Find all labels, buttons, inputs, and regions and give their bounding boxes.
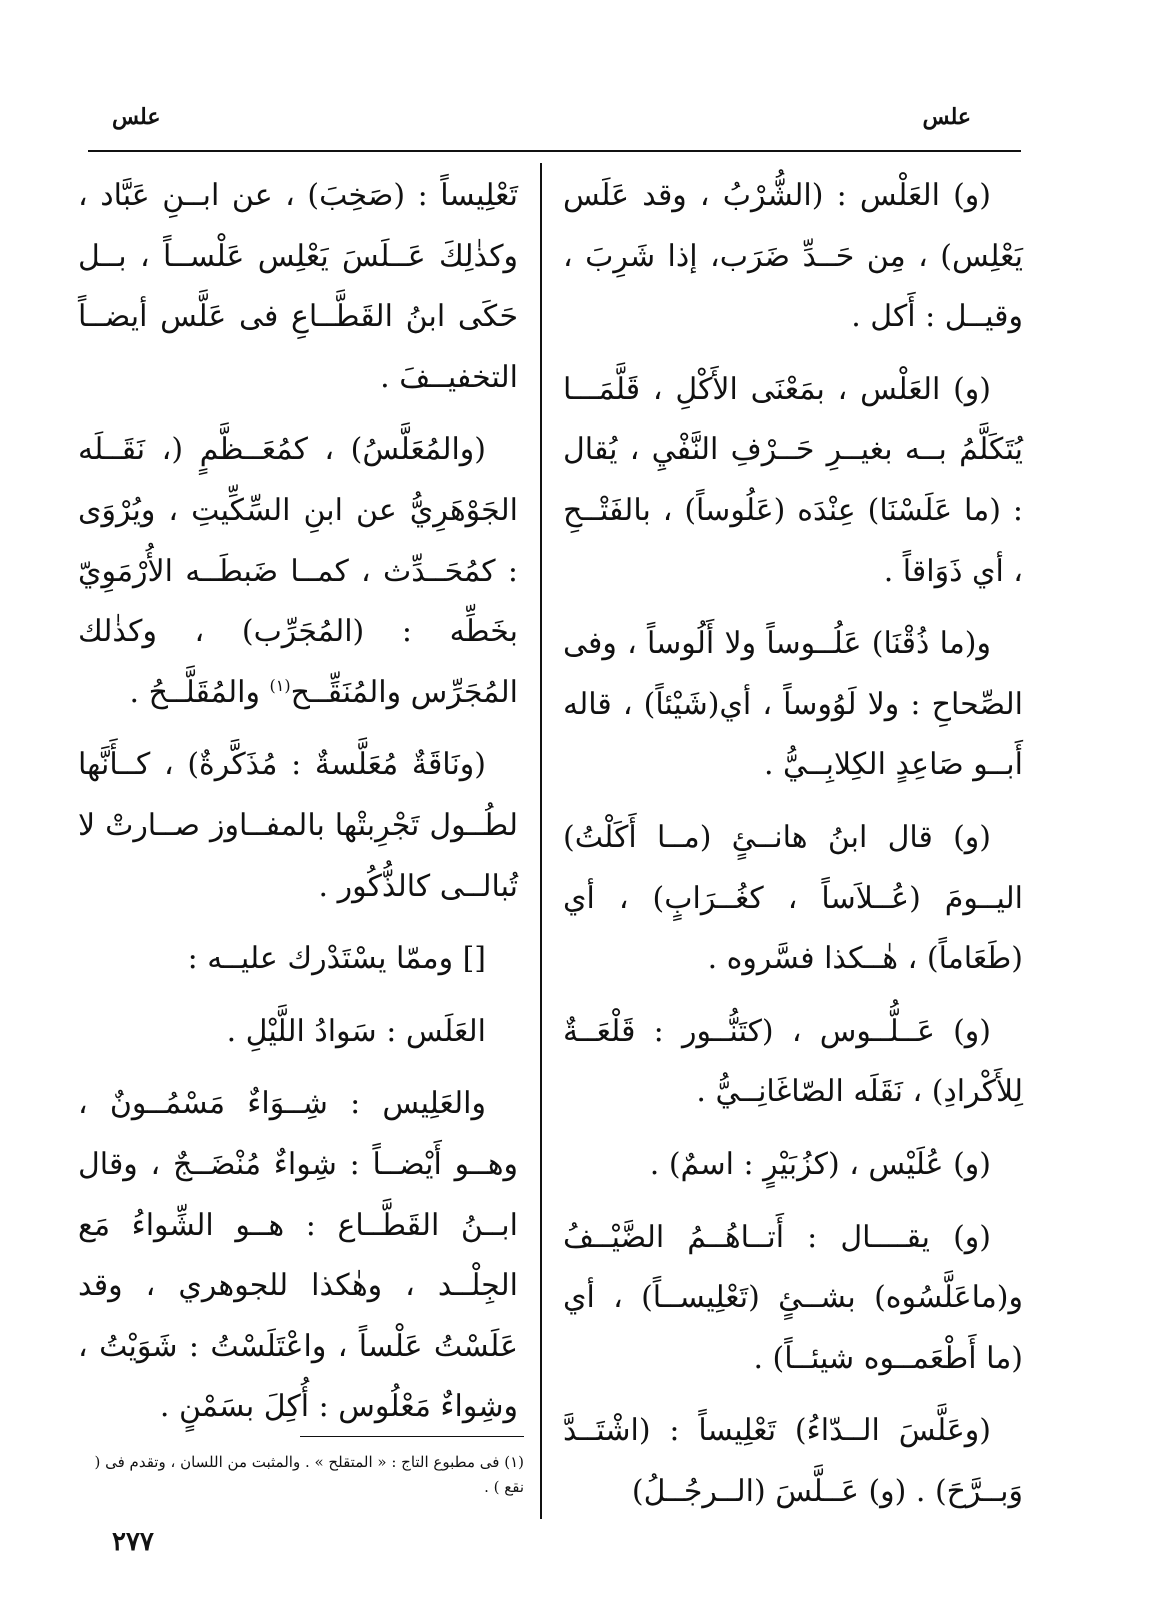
footnote-text: فى مطبوع التاج : « المتقلح » . والمثبت من اللسان ، وتقدم فى ( نقع ) . [94,1453,524,1496]
entry-paragraph: العَلَس : سَوادُ اللَّيْلِ . [226,1013,486,1049]
left-column [78,166,518,1450]
entry-paragraph: و(ما ذُقْنَا) عَلُــوساً ولا أَلُوساً ، وفى الصِّحاحِ : ولا لَوُوساً ، أي(شَيْئاً) ، قاله أَبــو صَاعِدٍ الكِلابِــيُّ . [563,626,1023,783]
entry-paragraph: (ونَاقَةٌ مُعَلَّسةٌ : مُذَكَّرةٌ) ، كــأَنَّها لطُــول تَجْرِبتْها بالمفــاوز صــارتْ لا تُبالــى كالذُّكُور . [78,747,518,904]
entry-paragraph: والعَلِيس : شِــوَاءٌ مَسْمُــونٌ ، وهــو أَيْضــاً : شِواءٌ مُنْضَــجٌ ، وقال ابــنُ القَطَّــاع : هــو الشِّواءُ مَع الجِلْــد ، وهٰكذا للجوهري ، وقد عَلَسْتُ عَلْساً ، واعْتَلَسْتُ : شَوَيْتُ ، وشِواءٌ مَعْلُوس : أُكِلَ بسَمْنٍ . [78,1086,518,1425]
entry-paragraph: (و) العَلْس ، بمَعْنَى الأَكْلِ ، قَلَّمَـــا يُتَكَلَّمُ بــه بغيــرِ حَــرْفِ النَّفْيِ ، يُقال : (ما عَلَسْنَا) عِنْدَه (عَلُوساً) ، بالفَتْــحِ ، أي ذَوَاقاً . [563,371,1023,589]
header-rule [88,150,1021,152]
footnote-rule [300,1436,524,1437]
entry-paragraph: (و) قال ابنُ هانــئٍ (مــا أَكَلْتُ) اليــومَ (عُــلاَساً ، كغُــرَابٍ) ، أي (طَعَاماً) ، هٰــكذا فسَّروه . [563,819,1023,977]
entry-paragraph: (و) عُلَيْس ، (كزُبَيْرٍ : اسمٌ) . [649,1146,991,1182]
footnote-mark: (١) [504,1453,524,1471]
entry-paragraph: (و) العَلْس : (الشُّرْبُ ، وقد عَلَس يَعْلِس) ، مِن حَــدِّ ضَرَب، إذا شَرِبَ ، وقيــل : أَكل . [563,178,1023,335]
footnote [78,1450,524,1500]
page-number: ٢٧٧ [112,1527,154,1557]
running-header-right: علس [922,104,971,130]
column-divider [540,163,542,1519]
entry-paragraph: (والمُعَلَّسُ) ، كمُعَــظَّمٍ (، نَقَــلَه الجَوْهَرِيُّ عن ابنِ السِّكِّيتِ ، ويُرْوَى : كمُحَــدِّث ، كمــا ضَبطَــه الأُرْمَوِيّ بخَطِّه : (المُجَرِّب) ، وكذٰلك المُجَرِّس والمُنَقِّــح$^{(١)}$ والمُقَلَّــحُ . [78,432,518,710]
entry-paragraph: (و) عَــلُّــوس ، (كتَنُّــور : قَلْعَــةٌ لِلأَكْرادِ) ، نَقَلَه الصّاغَانِــيُّ . [563,1013,1023,1110]
entry-paragraph: (وعَلَّسَ الــدّاءُ) تَعْلِيساً : (اشْتَــدَّ وَبــرَّحَ) . (و) عَــلَّسَ (الــرجُــلُ) [563,1413,1023,1509]
running-header-left: علس [112,104,161,130]
footnote-reference: (١) [269,675,291,695]
entry-paragraph: تَعْلِيساً : (صَخِبَ) ، عن ابــنِ عَبَّاد ، وكذٰلِكَ عَــلَسَ يَعْلِس عَلْســاً ، بــل حَكَى ابنُ القَطَّــاعِ فى عَلَّس أيضــاً التخفيــفَ . [78,178,518,395]
right-column [563,166,1023,1534]
entry-paragraph: (و) يقــــال : أَتــاهُــمُ الضَّيْــفُ و(ماعَلَّسُوه) بشــئٍ (تَعْلِيســاً) ، أي (ما أَطْعَمــوه شيئــاً) . [563,1219,1023,1376]
supplement-heading: [] وممّا يسْتَدْرك عليــه : [187,941,486,977]
